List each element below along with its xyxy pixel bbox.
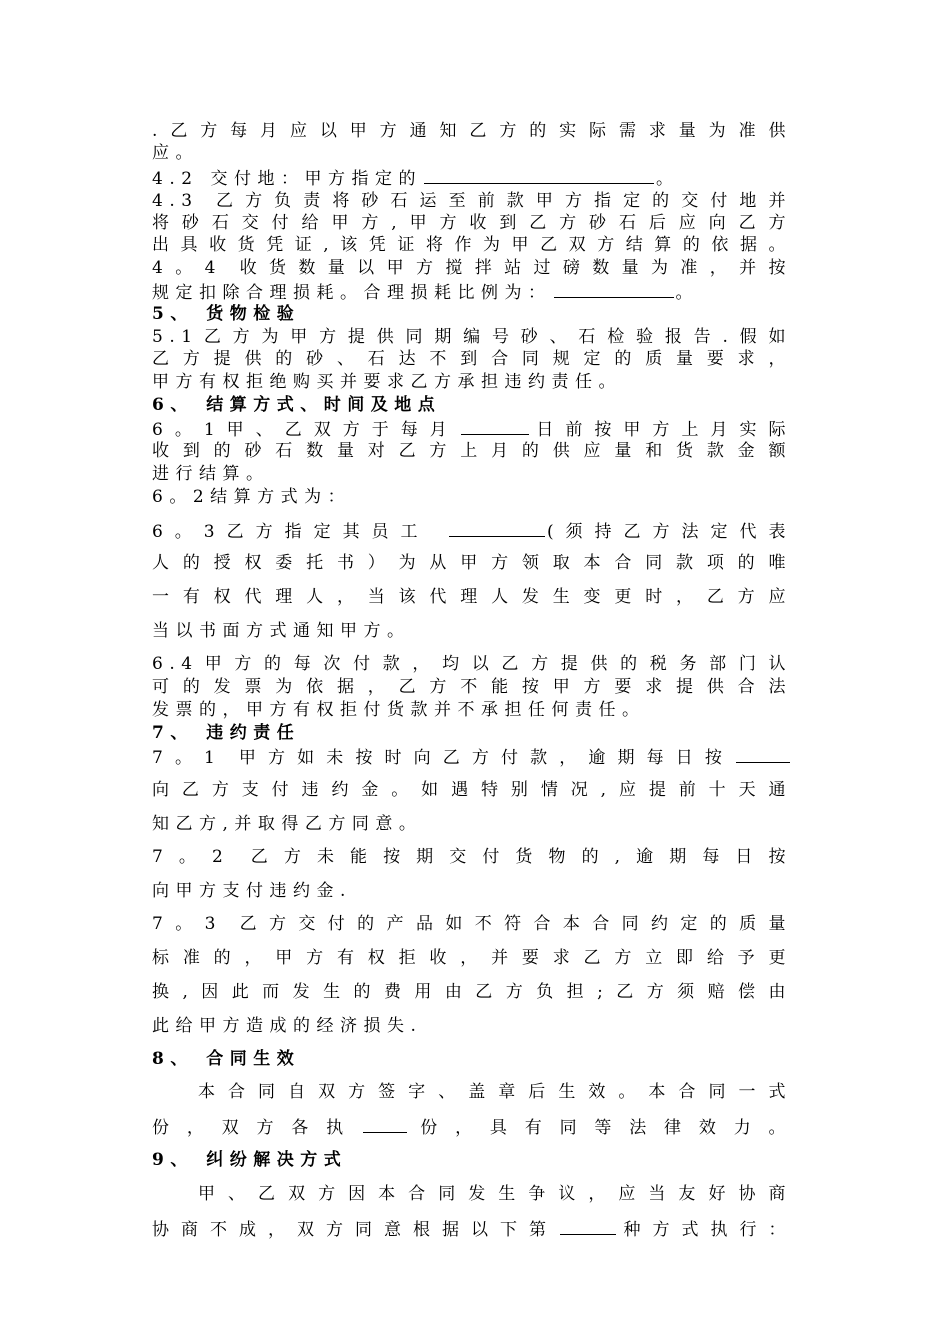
contract-text-line (152, 234, 792, 256)
text-run: 4。4 收货数量以甲方搅拌站过磅数量为准，并按 (152, 258, 792, 278)
text-run: 4.2 交付地：甲方指定的 (152, 169, 422, 189)
contract-text-line (152, 653, 792, 675)
text-run: 协商不成，双方同意根据以下第 (152, 1220, 558, 1240)
contract-text-line (152, 586, 792, 608)
text-run: 人的授权委托书）为从甲方领取本合同款项的唯 (152, 553, 792, 573)
text-run: 7。2 乙方未能按期交付货物的,逾期每日按 (152, 847, 792, 867)
text-run: 标准的，甲方有权拒收，并要求乙方立即给予更 (152, 948, 792, 968)
contract-text-line (152, 371, 792, 393)
contract-text-line (152, 620, 792, 642)
text-run: 6。1甲、乙双方于每月 (152, 420, 459, 440)
fill-in-blank (554, 280, 674, 298)
text-run: 知乙方,并取得乙方同意。 (152, 814, 423, 834)
contract-text-line (152, 120, 792, 142)
contract-text-line (152, 552, 792, 574)
fill-in-blank (449, 519, 545, 537)
section-heading (152, 303, 792, 325)
text-run: 出具收货凭证,该凭证将作为甲乙双方结算的依据。 (152, 235, 792, 255)
text-run: 将砂石交付给甲方,甲方收到乙方砂石后应向乙方 (152, 213, 792, 233)
fill-in-blank (560, 1217, 616, 1235)
contract-text-line (152, 257, 792, 279)
contract-text-line (152, 981, 792, 1003)
contract-text-line (152, 947, 792, 969)
text-run: (须持乙方法定代表 (546, 522, 792, 542)
text-run: 种方式执行： (618, 1220, 792, 1240)
contract-text-line (152, 280, 792, 302)
contract-text-line (152, 779, 792, 801)
text-run: 。 (655, 169, 680, 189)
text-run: 日前按甲方上月实际 (530, 420, 793, 440)
text-run: 7、 违约责任 (152, 723, 301, 743)
contract-text-line (152, 1081, 792, 1103)
text-run: 甲方有权拒绝购买并要求乙方承担违约责任。 (152, 372, 622, 392)
contract-text-line (152, 190, 792, 212)
text-run: 应。 (152, 143, 199, 163)
contract-text-line (152, 166, 792, 188)
contract-text-line (152, 212, 792, 234)
text-run: 4.3 乙方负责将砂石运至前款甲方指定的交付地并 (152, 191, 792, 211)
text-run: 向甲方支付违约金. (152, 881, 352, 901)
text-run: 6。3乙方指定其员工 (152, 522, 447, 542)
text-run: 份，双方各执 (152, 1118, 361, 1138)
contract-text-line (152, 913, 792, 935)
contract-text-line (152, 1115, 792, 1137)
text-run: .乙方每月应以甲方通知乙方的实际需求量为准供 (152, 121, 792, 141)
text-run: 6.4甲方的每次付款，均以乙方提供的税务部门认 (152, 654, 792, 674)
text-run: 7。3 乙方交付的产品如不符合本合同约定的质量 (152, 914, 792, 934)
contract-text-line (152, 348, 792, 370)
text-run: 进行结算。 (152, 464, 270, 484)
text-run: 本合同自双方签字、盖章后生效。本合同一式 (198, 1082, 792, 1102)
contract-text-line (152, 519, 792, 541)
fill-in-blank (736, 745, 790, 763)
text-run: 6、 结算方式、时间及地点 (152, 395, 442, 415)
contract-text-line (152, 142, 792, 164)
contract-text-line (152, 813, 792, 835)
section-heading (152, 394, 792, 416)
text-run: 规定扣除合理损耗。合理损耗比例为： (152, 283, 552, 303)
text-run: 份，具有同等法律效力。 (408, 1118, 793, 1138)
text-run: 5、 货物检验 (152, 304, 301, 324)
text-run: 6。2结算方式为： (152, 487, 352, 507)
fill-in-blank (461, 417, 529, 435)
text-run: 8、 合同生效 (152, 1049, 301, 1069)
text-run: 向乙方支付违约金。如遇特别情况,应提前十天通 (152, 780, 792, 800)
section-heading (152, 722, 792, 744)
contract-text-line (152, 745, 792, 767)
section-heading (152, 1048, 792, 1070)
contract-text-line (152, 463, 792, 485)
text-run: 此给甲方造成的经济损失. (152, 1016, 423, 1036)
contract-text-line (152, 486, 792, 508)
text-run: 9、 纠纷解决方式 (152, 1150, 348, 1170)
section-heading (152, 1149, 792, 1171)
fill-in-blank (424, 166, 654, 184)
text-run: 收到的砂石数量对乙方上月的供应量和货款金额 (152, 441, 792, 461)
text-run: 一有权代理人，当该代理人发生变更时，乙方应 (152, 587, 792, 607)
text-run: 发票的，甲方有权拒付货款并不承担任何责任。 (152, 700, 646, 720)
fill-in-blank (363, 1115, 407, 1133)
text-run: 当以书面方式通知甲方。 (152, 621, 411, 641)
contract-text-line (152, 1015, 792, 1037)
contract-text-line (152, 1217, 792, 1239)
contract-text-line (152, 676, 792, 698)
contract-text-line (152, 1183, 792, 1205)
contract-text-line (152, 440, 792, 462)
contract-text-line (152, 699, 792, 721)
contract-text-line (152, 846, 792, 868)
text-run: 。 (675, 283, 699, 303)
contract-text-line (152, 417, 792, 439)
text-run: 7。1 甲方如未按时向乙方付款，逾期每日按 (152, 748, 734, 768)
text-run: 甲、乙双方因本合同发生争议，应当友好协商 (198, 1184, 792, 1204)
text-run: 5.1乙方为甲方提供同期编号砂、石检验报告.假如 (152, 327, 792, 347)
text-run: 换,因此而发生的费用由乙方负担;乙方须赔偿由 (152, 982, 792, 1002)
text-run: 乙方提供的砂、石达不到合同规定的质量要求， (152, 349, 792, 369)
contract-text-line (152, 326, 792, 348)
contract-text-line (152, 880, 792, 902)
text-run: 可的发票为依据，乙方不能按甲方要求提供合法 (152, 677, 792, 697)
